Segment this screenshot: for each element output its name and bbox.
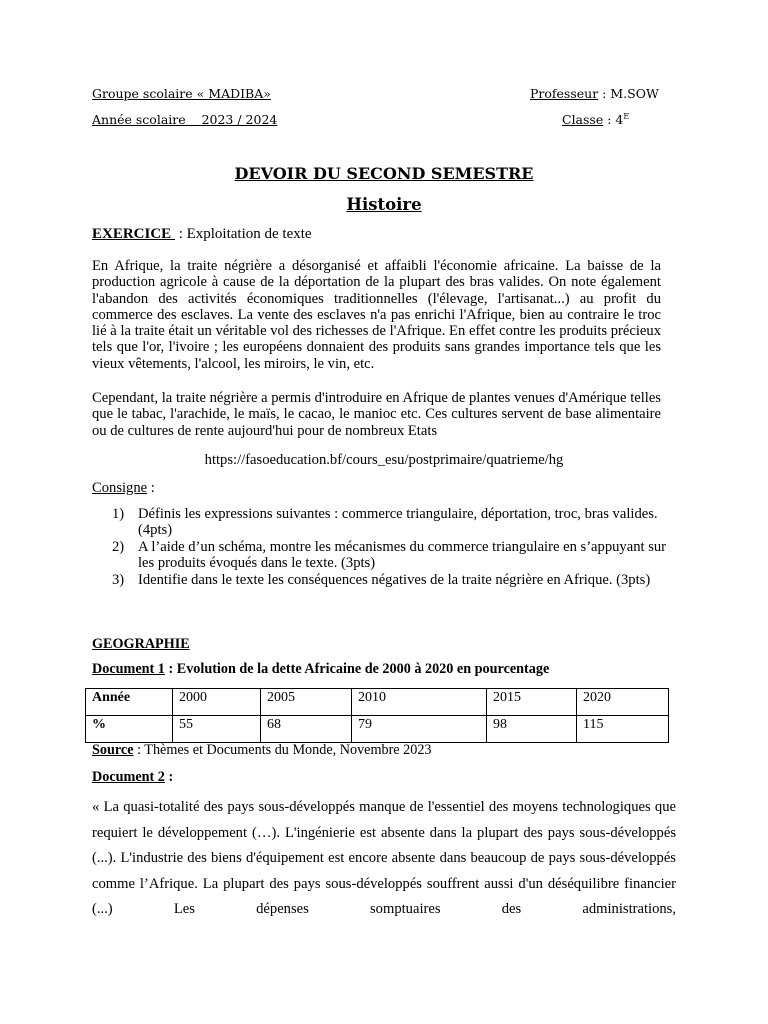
source-text: : Thèmes et Documents du Monde, Novembre 2023 <box>133 742 432 758</box>
school-year-label: Année scolaire <box>92 112 186 127</box>
teacher-info <box>530 86 659 101</box>
school-year-value: 2023 / 2024 <box>201 112 278 127</box>
class-info <box>562 112 629 127</box>
debt-table <box>85 688 669 743</box>
source-url: https://fasoeducation.bf/cours_esu/postprimaire/quatrieme/hg <box>204 452 564 468</box>
school-year <box>92 112 277 127</box>
document-1-heading <box>92 661 549 678</box>
histoire-heading: Histoire <box>346 195 422 214</box>
consigne-text: Définis les expressions suivantes : commerce triangulaire, déportation, troc, bras valides. (4pts) <box>138 506 658 539</box>
geographie-heading <box>92 636 190 653</box>
document-1-title: : Evolution de la dette Africaine de 2000 à 2020 en pourcentage <box>164 661 550 677</box>
history-paragraph-2: Cependant, la traite négrière a permis d'introduire en Afrique de plantes venues d'Amérique telles que le tabac, l'arachide, le maïs, le cacao, le manioc etc. Ces cultures servent de base alimentaire ou de cultures de rente aujourd'hui pour de nombreux Etats <box>92 390 661 439</box>
consigne-text: A l’aide d’un schéma, montre les mécanismes du commerce triangulaire en s’appuyant sur les produits évoqués dans le texte. (3pts) <box>138 538 667 572</box>
table-cell: 2015 <box>487 689 577 716</box>
consigne-list <box>92 506 682 588</box>
table-header-cell: % <box>86 716 173 743</box>
table-source <box>92 742 432 759</box>
consigne-heading <box>92 480 155 497</box>
list-item <box>92 506 682 539</box>
school-year-gap <box>186 112 202 127</box>
source-label: Source <box>92 742 134 758</box>
exercise-heading <box>92 226 312 243</box>
document-2-heading <box>92 769 173 786</box>
consigne-text: Identifie dans le texte les conséquences négatives de la traite négrière en Afrique. (3pts) <box>138 571 651 588</box>
document-2-text: « La quasi-totalité des pays sous-développés manque de l'essentiel des moyens technologiques que requiert le développement (…). L'ingénierie est absente dans la plupart des pays sous-développés (...). L'industrie des biens d'équipement est encore absente dans beaucoup de pays sous-développés comme l’Afrique. La plupart des pays sous-développés souffrent aussi d'un déséquilibre financier (...) Les dépenses somptuaires des administrations, <box>92 799 676 917</box>
table-cell: 2010 <box>352 689 487 716</box>
table-cell: 115 <box>577 716 669 743</box>
history-paragraph-1: En Afrique, la traite négrière a désorganisé et affaibli l'économie africaine. La baisse de la production agricole à cause de la déportation de la plupart des bras valides. On note également l'abandon des activités économiques traditionnelles (l'élevage, l'artisanat...) au profit du commerce des esclaves. La vente des esclaves n'a pas enrichi l'Afrique, bien au contraire le troc lié à la traite était un véritable vol des richesses de l'Afrique. En effet contre les produits précieux tels que l'or, l'ivoire ; les européens donnaient des produits sans grandes importance tels que les vieux vêtements, l'alcool, les miroirs, le vin, etc. <box>92 258 661 372</box>
consigne-colon: : <box>147 480 155 496</box>
geographie-label: GEOGRAPHIE <box>92 636 190 652</box>
teacher-value: : M.SOW <box>598 86 659 101</box>
table-cell: 68 <box>261 716 352 743</box>
document-2-label: Document 2 <box>92 769 165 785</box>
class-superscript: E <box>623 112 630 121</box>
school-name-text: Groupe scolaire « MADIBA» <box>92 86 271 101</box>
table-cell: 2000 <box>173 689 261 716</box>
consigne-label: Consigne <box>92 480 148 496</box>
exercise-title: : Exploitation de texte <box>174 226 312 242</box>
table-header-cell: Année <box>86 689 173 716</box>
document-2-colon: : <box>164 769 174 785</box>
table-cell: 55 <box>173 716 261 743</box>
teacher-label: Professeur <box>530 86 599 101</box>
list-item <box>92 572 682 588</box>
table-row <box>86 716 669 743</box>
table-cell: 79 <box>352 716 487 743</box>
school-name <box>92 86 271 101</box>
table-cell: 98 <box>487 716 577 743</box>
table-cell: 2020 <box>577 689 669 716</box>
consigne-number: 2) <box>112 538 125 555</box>
class-label: Classe <box>562 112 604 128</box>
consigne-number: 3) <box>112 571 125 588</box>
list-item <box>92 539 682 572</box>
page-title: DEVOIR DU SECOND SEMESTRE <box>234 164 534 183</box>
consigne-number: 1) <box>112 506 125 522</box>
table-row <box>86 689 669 716</box>
document-1-label: Document 1 <box>92 661 165 677</box>
exercise-label: EXERCICE <box>92 226 175 242</box>
table-cell: 2005 <box>261 689 352 716</box>
class-value: : 4 <box>603 112 624 128</box>
